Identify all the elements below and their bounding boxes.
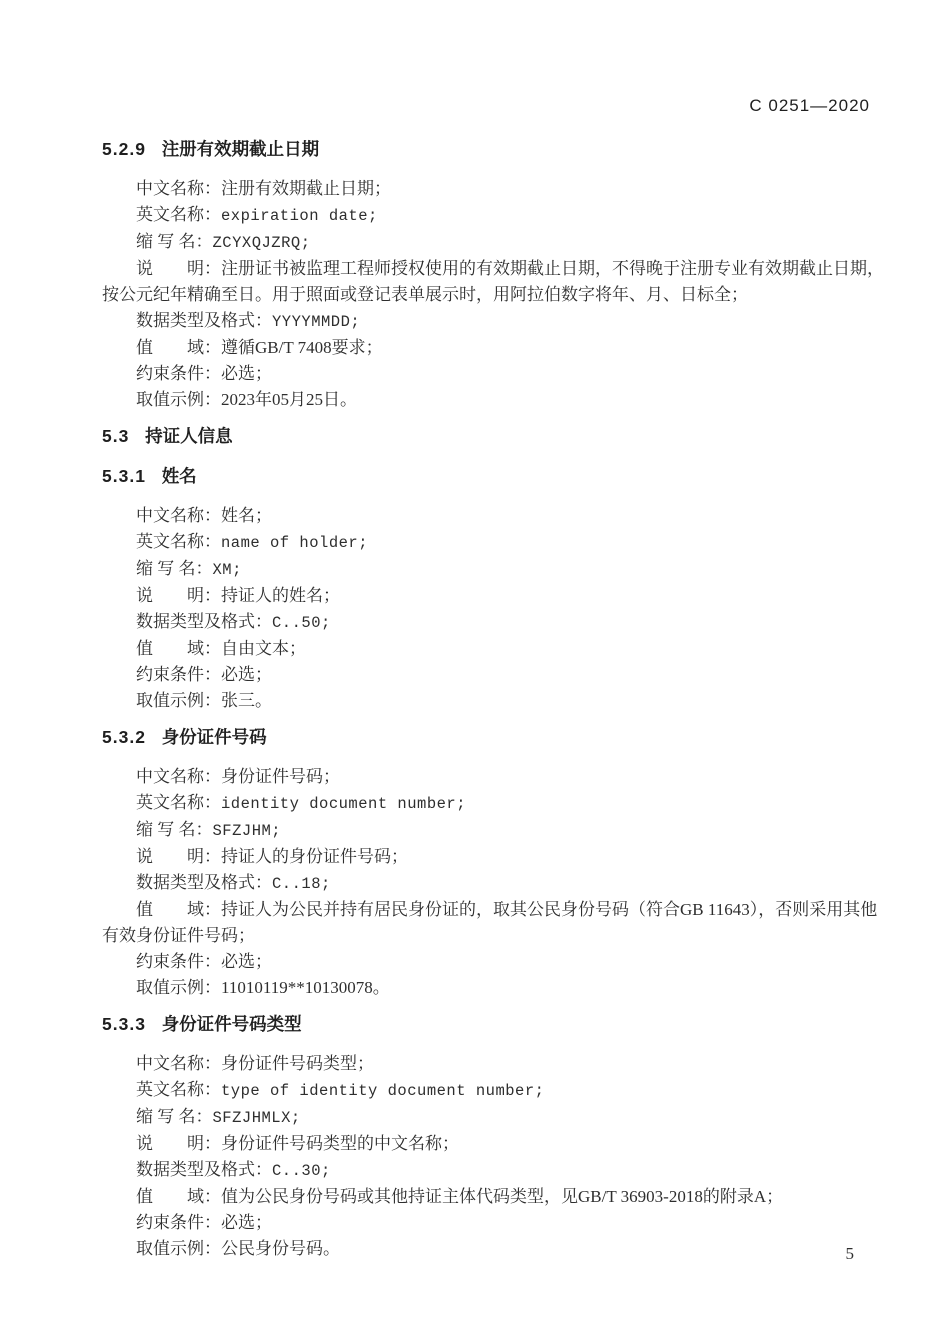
field-row [102,975,884,1001]
field-row [102,229,884,256]
field-value: SFZJHMLX; [212,1109,301,1127]
field-label: 数据类型及格式： [136,612,272,631]
field-value: 自由文本； [221,639,306,658]
field-value: 身份证件号码类型； [221,1054,374,1073]
section-title: 持证人信息 [145,426,233,446]
field-label: 缩 写 名： [136,1107,213,1126]
field-label: 约束条件： [136,665,221,684]
section-number: 5.2.9 [102,139,146,159]
field-label: 缩 写 名： [136,232,213,251]
field-value: 持证人为公民并持有居民身份证的，取其公民身份号码（符合GB 11643），否则采用其他有效身份证件号码； [102,900,878,945]
field-value: 身份证件号码； [221,767,340,786]
section-title: 身份证件号码类型 [161,1014,302,1034]
section-number: 5.3 [102,426,130,446]
field-value: 注册证书被监理工程师授权使用的有效期截止日期，不得晚于注册专业有效期截止日期，按公元纪年精确至日。用于照面或登记表单展示时，用阿拉伯数字将年、月、日标全； [102,259,884,304]
field-value: 必选； [221,364,272,383]
field-row [102,790,884,817]
field-value: SFZJHM; [212,822,282,840]
field-value: 值为公民身份号码或其他持证主体代码类型，见GB/T 36903-2018的附录A； [221,1187,784,1206]
field-value: 11010119**10130078。 [221,978,390,997]
section-title: 注册有效期截止日期 [161,139,320,159]
field-label: 英文名称： [136,1080,221,1099]
sections [102,136,884,1262]
field-value: 2023年05月25日。 [221,390,357,409]
section-heading [102,423,884,449]
field-label: 缩 写 名： [136,559,213,578]
section-5.3.1 [102,463,884,714]
field-row [102,1077,884,1104]
field-label: 英文名称： [136,205,221,224]
field-row [102,609,884,636]
field-label: 数据类型及格式： [136,873,272,892]
field-value: YYYYMMDD; [272,313,361,331]
field-label: 约束条件： [136,1213,221,1232]
section-title: 身份证件号码 [161,727,267,747]
field-label: 值 域： [136,639,221,658]
field-row [102,335,884,361]
field-value: 姓名； [221,506,272,525]
field-value: 必选； [221,665,272,684]
field-row [102,1104,884,1131]
page-number: 5 [845,1244,854,1263]
field-row [102,556,884,583]
field-value: 张三。 [221,691,272,710]
field-label: 约束条件： [136,364,221,383]
field-value: 身份证件号码类型的中文名称； [221,1134,459,1153]
field-row [102,764,884,790]
field-label: 取值示例： [136,691,221,710]
field-label: 中文名称： [136,767,221,786]
section-heading [102,724,884,750]
doc-number: C 0251—2020 [749,96,870,115]
field-row [102,949,884,975]
field-value: XM; [212,561,242,579]
section-5.2.9 [102,136,884,413]
field-label: 中文名称： [136,506,221,525]
field-label: 英文名称： [136,793,221,812]
field-value: C..50; [272,614,331,632]
section-heading [102,1011,884,1037]
field-row [102,897,884,949]
field-value: 持证人的身份证件号码； [221,847,408,866]
field-label: 说 明： [136,847,221,866]
field-value: 注册有效期截止日期； [221,179,391,198]
field-value: C..30; [272,1162,331,1180]
field-value: 持证人的姓名； [221,586,340,605]
field-row [102,870,884,897]
field-label: 说 明： [136,1134,221,1153]
field-row [102,1236,884,1262]
field-row [102,636,884,662]
section-5.3.2 [102,724,884,1001]
field-label: 中文名称： [136,1054,221,1073]
field-row [102,387,884,413]
field-label: 说 明： [136,259,221,278]
section-5.3 [102,423,884,449]
section-heading [102,136,884,162]
field-row [102,529,884,556]
field-row [102,176,884,202]
field-value: 公民身份号码。 [221,1239,340,1258]
field-label: 取值示例： [136,978,221,997]
field-row [102,1157,884,1184]
section-title: 姓名 [161,466,197,486]
field-row [102,256,884,308]
field-row [102,583,884,609]
section-heading [102,463,884,489]
field-value: expiration date; [221,207,378,225]
field-label: 取值示例： [136,390,221,409]
field-row [102,503,884,529]
field-value: C..18; [272,875,331,893]
field-row [102,1051,884,1077]
section-number: 5.3.3 [102,1014,146,1034]
section-number: 5.3.2 [102,727,146,747]
field-label: 中文名称： [136,179,221,198]
field-value: identity document number; [221,795,467,813]
field-label: 取值示例： [136,1239,221,1258]
field-row [102,844,884,870]
field-value: 必选； [221,1213,272,1232]
field-row [102,1131,884,1157]
field-label: 英文名称： [136,532,221,551]
field-row [102,202,884,229]
section-number: 5.3.1 [102,466,146,486]
field-row [102,1184,884,1210]
section-5.3.3 [102,1011,884,1262]
field-value: type of identity document number; [221,1082,545,1100]
field-label: 值 域： [136,1187,221,1206]
field-row [102,1210,884,1236]
field-row [102,688,884,714]
field-label: 数据类型及格式： [136,1160,272,1179]
field-label: 缩 写 名： [136,820,213,839]
field-value: 遵循GB/T 7408要求； [221,338,383,357]
field-label: 说 明： [136,586,221,605]
field-row [102,817,884,844]
field-label: 值 域： [136,338,221,357]
field-label: 数据类型及格式： [136,311,272,330]
field-value: name of holder; [221,534,369,552]
field-row [102,308,884,335]
field-value: ZCYXQJZRQ; [212,234,311,252]
field-row [102,361,884,387]
field-label: 约束条件： [136,952,221,971]
field-value: 必选； [221,952,272,971]
field-row [102,662,884,688]
field-label: 值 域： [136,900,221,919]
